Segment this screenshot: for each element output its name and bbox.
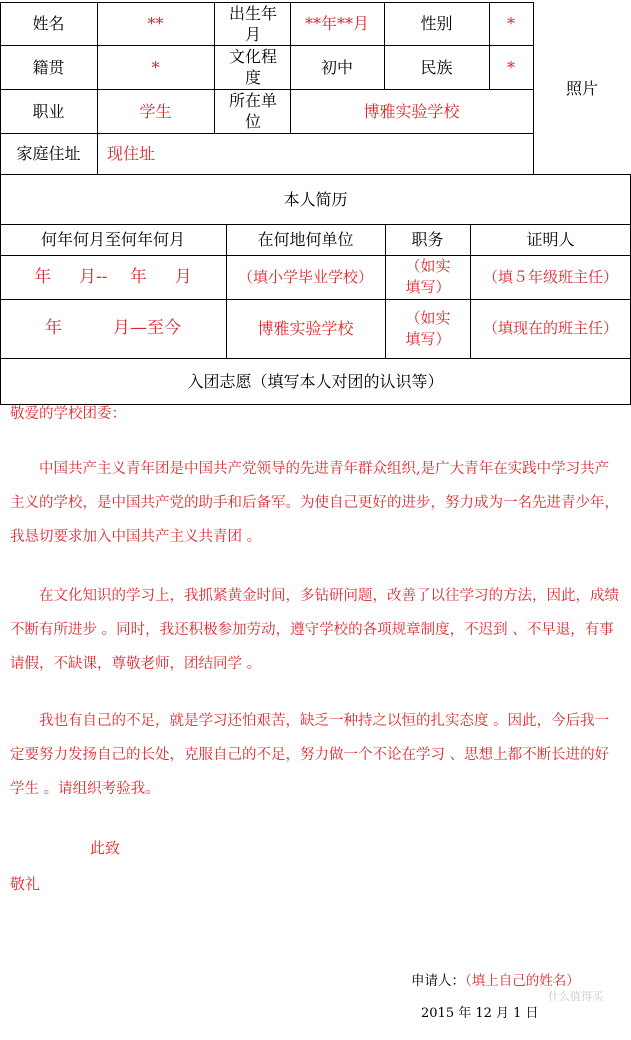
education-value: 初中: [320, 57, 353, 77]
paragraph-text: 中国共产主义青年团是中国共产党领导的先进青年群众组织,是广大青年在实践中学习共产主义的学校，是中国共产党的助手和后备军。为使自己更好的进步，努力成为一名先进青少年，我恳切要求加入中国共产主义共青团 。: [10, 461, 619, 545]
name-value: **: [147, 14, 164, 33]
resume-row-place: （填小学毕业学校）: [237, 267, 373, 286]
gender-label: 性别: [420, 14, 453, 33]
resume-row-role: （如实填写）: [405, 308, 451, 348]
gender-value: *: [507, 14, 515, 33]
application-title: 入团志愿（填写本人对团的认识等）: [187, 371, 444, 391]
resume-row-period: 年 月—至今: [45, 318, 181, 338]
resume-title: 本人简历: [283, 189, 348, 209]
name-label: 姓名: [32, 14, 65, 33]
date: 2015 年 12 月 1 日: [421, 1006, 539, 1021]
occupation-label: 职业: [32, 101, 65, 121]
closing-line-1: 此致: [90, 839, 121, 857]
origin-label: 籍贯: [32, 57, 65, 77]
address-label: 家庭住址: [16, 144, 81, 163]
paragraph: [10, 579, 622, 681]
column-header-role: 职务: [411, 230, 444, 249]
resume-row-place: 博雅实验学校: [257, 319, 354, 338]
resume-row-role: （如实填写）: [405, 257, 451, 296]
unit-label: 所在单位: [228, 91, 277, 131]
column-header-period: 何年何月至何年何月: [40, 230, 185, 249]
column-header-place: 在何地何单位: [257, 230, 354, 249]
resume-row-period: 年 月-- 年 月: [34, 266, 192, 287]
column-header-witness: 证明人: [526, 230, 575, 249]
grid-line: [214, 2, 215, 133]
applicant-value: （填上自己的姓名）: [465, 973, 580, 989]
unit-value: 博雅实验学校: [363, 101, 460, 121]
ethnicity-label: 民族: [420, 57, 453, 77]
photo-label: 照片: [565, 78, 598, 98]
paragraph-text: 我也有自己的不足，就是学习还怕艰苦，缺乏一种持之以恒的扎实态度 。因此，今后我一定要努力发扬自己的长处，克服自己的不足，努力做一个不论在学习 、思想上都不断长进的好学生 。请组织考验我。: [10, 713, 610, 797]
resume-row-witness: （填５年级班主任）: [482, 267, 618, 286]
birth-label: 出生年月: [228, 3, 277, 44]
salutation: 敬爱的学校团委：: [10, 406, 126, 422]
birth-value: **年**月: [304, 14, 369, 33]
education-label: 文化程度: [228, 47, 277, 87]
address-value: 现住址: [107, 144, 156, 163]
resume-row-witness: （填现在的班主任）: [482, 319, 618, 337]
paragraph: [10, 452, 622, 554]
closing-line-2: 敬礼: [10, 875, 41, 893]
paragraph-text: 在文化知识的学习上，我抓紧黄金时间，多钻研问题，改善了以往学习的方法，因此，成绩不断有所进步 。同时，我还积极参加劳动，遵守学校的各项规章制度，不迟到 、不早退，有事请假，不缺课，尊敬老师，团结同学 。: [10, 588, 619, 672]
paragraph: [10, 704, 622, 806]
watermark: 什么值得买: [548, 990, 603, 1003]
applicant-label: 申请人：: [411, 973, 465, 989]
origin-value: *: [151, 57, 160, 77]
occupation-value: 学生: [139, 101, 172, 121]
ethnicity-value: *: [507, 57, 515, 77]
